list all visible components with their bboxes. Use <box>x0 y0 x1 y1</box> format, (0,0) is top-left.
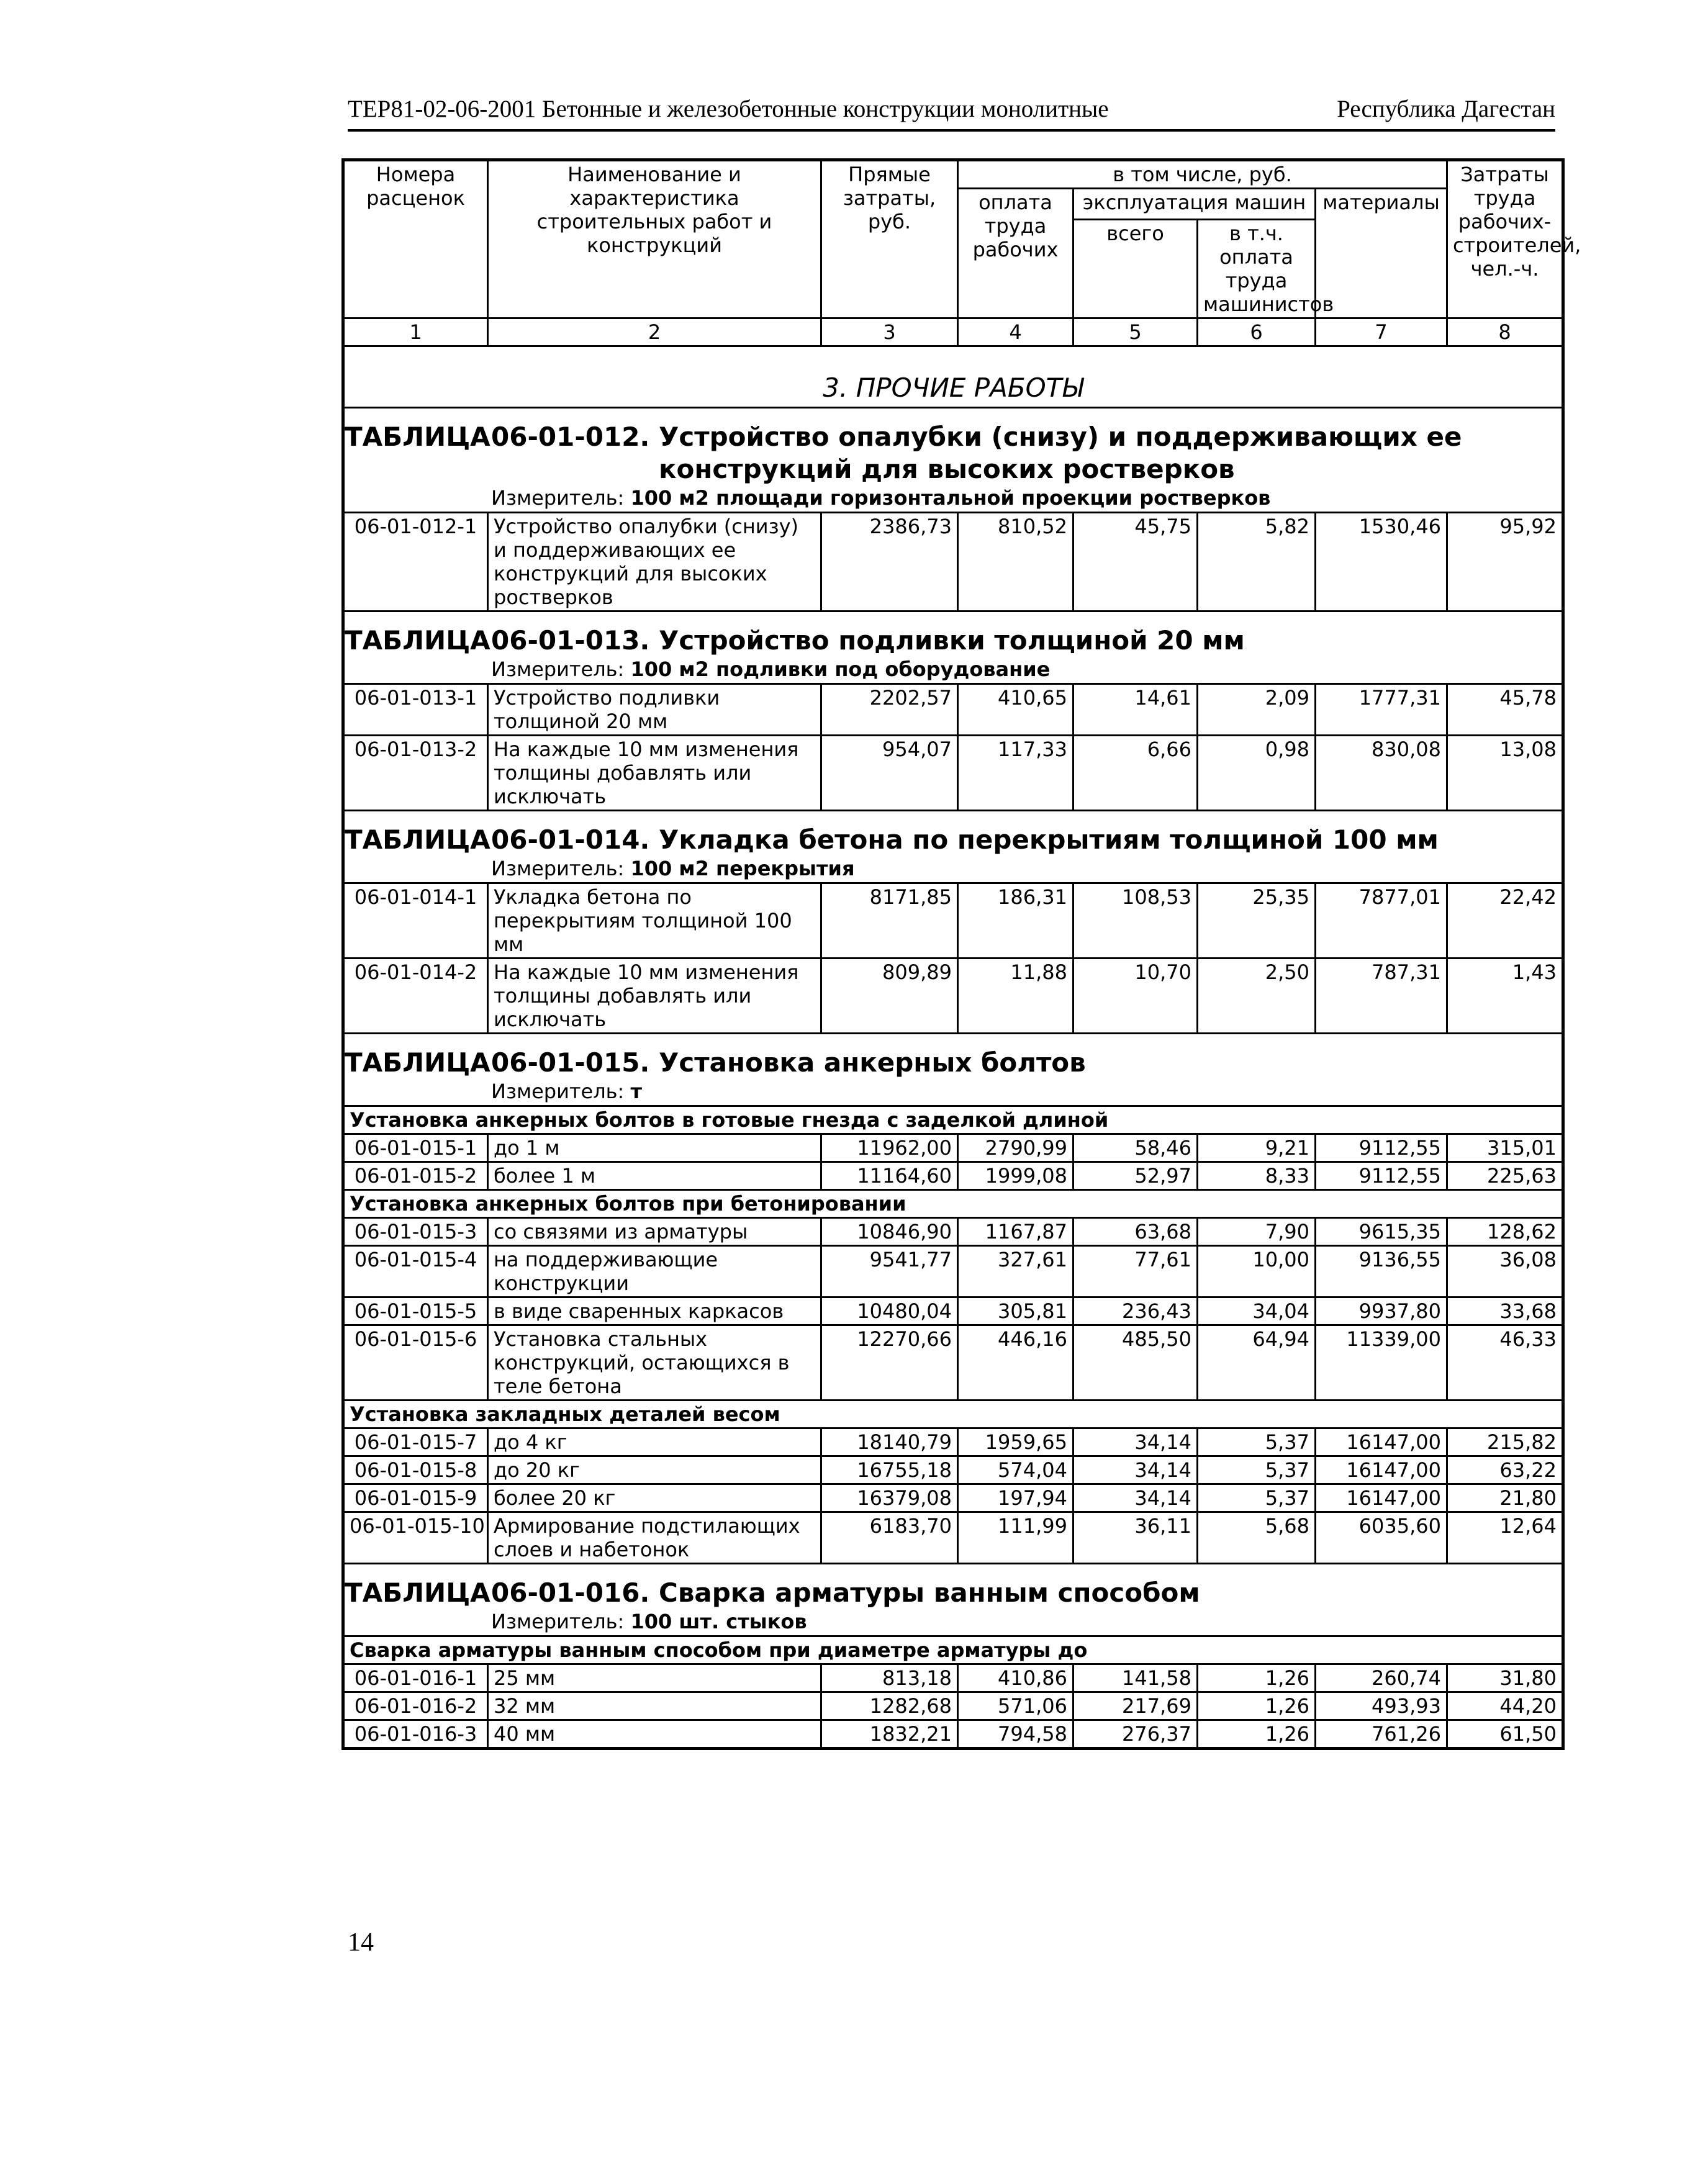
table-name: Устройство подливки толщиной 20 мм <box>659 625 1245 656</box>
labor-pay: 1999,08 <box>958 1162 1074 1190</box>
rates-table <box>341 158 1581 1750</box>
labor-hours: 33,68 <box>1447 1297 1563 1325</box>
table-name: Устройство опалубки (снизу) и поддерживающих ее конструкций для высоких ростверков <box>659 422 1462 484</box>
materials-cost: 787,31 <box>1316 959 1447 1034</box>
table-row <box>343 1162 1563 1190</box>
col-machpay-header: в т.ч. оплата труда машинистов <box>1198 220 1316 318</box>
rate-code: 06-01-015-3 <box>343 1218 488 1246</box>
labor-pay: 810,52 <box>958 513 1074 611</box>
direct-cost: 11962,00 <box>821 1134 958 1162</box>
header-region: Республика Дагестан <box>1337 96 1555 122</box>
materials-cost: 11339,00 <box>1316 1325 1447 1401</box>
rate-code: 06-01-015-10 <box>343 1512 488 1564</box>
table-code: 06-01-014. <box>491 824 650 855</box>
meter-label: Измеритель: <box>491 1080 625 1103</box>
meter-label: Измеритель: <box>491 1610 625 1633</box>
labor-hours: 95,92 <box>1447 513 1563 611</box>
meter-value: 100 м2 перекрытия <box>630 857 855 880</box>
section-title: 3. ПРОЧИЕ РАБОТЫ <box>823 372 1083 403</box>
machine-cost: 141,58 <box>1074 1664 1198 1692</box>
machine-cost: 485,50 <box>1074 1325 1198 1401</box>
machinist-pay: 34,04 <box>1198 1297 1316 1325</box>
materials-cost: 9937,80 <box>1316 1297 1447 1325</box>
table-row <box>343 1246 1563 1297</box>
section-row <box>343 346 1563 408</box>
labor-hours: 1,43 <box>1447 959 1563 1034</box>
work-name: более 1 м <box>488 1162 821 1190</box>
col-machines-header: эксплуатация машин <box>1074 189 1316 220</box>
col-number: 1 <box>343 318 488 346</box>
work-name: 25 мм <box>488 1664 821 1692</box>
page-number: 14 <box>348 1928 374 1957</box>
rate-code: 06-01-015-6 <box>343 1325 488 1401</box>
direct-cost: 9541,77 <box>821 1246 958 1297</box>
machine-cost: 34,14 <box>1074 1428 1198 1456</box>
labor-pay: 410,86 <box>958 1664 1074 1692</box>
machinist-pay: 9,21 <box>1198 1134 1316 1162</box>
rate-code: 06-01-014-1 <box>343 883 488 959</box>
labor-hours: 13,08 <box>1447 736 1563 811</box>
group-subtitle-row <box>343 1106 1563 1134</box>
materials-cost: 6035,60 <box>1316 1512 1447 1564</box>
labor-hours: 45,78 <box>1447 684 1563 736</box>
labor-pay: 11,88 <box>958 959 1074 1034</box>
group-subtitle: Установка закладных деталей весом <box>343 1401 1563 1428</box>
labor-hours: 31,80 <box>1447 1664 1563 1692</box>
labor-pay: 186,31 <box>958 883 1074 959</box>
rate-code: 06-01-015-5 <box>343 1297 488 1325</box>
direct-cost: 16755,18 <box>821 1456 958 1484</box>
direct-cost: 10480,04 <box>821 1297 958 1325</box>
rate-code: 06-01-012-1 <box>343 513 488 611</box>
work-name: Укладка бетона по перекрытиям толщиной 100 мм <box>488 883 821 959</box>
meter-label: Измеритель: <box>491 857 625 880</box>
meter-label: Измеритель: <box>491 486 625 510</box>
table-title <box>345 1564 1562 1609</box>
table-meter <box>345 1609 1562 1635</box>
materials-cost: 9615,35 <box>1316 1218 1447 1246</box>
materials-cost: 260,74 <box>1316 1664 1447 1692</box>
rate-code: 06-01-014-2 <box>343 959 488 1034</box>
table-title-row <box>343 811 1563 883</box>
materials-cost: 830,08 <box>1316 736 1447 811</box>
col-hours-header: Затраты труда рабочих-строителей, чел.-ч. <box>1447 160 1563 318</box>
col-number: 7 <box>1316 318 1447 346</box>
labor-pay: 571,06 <box>958 1692 1074 1720</box>
table-row <box>343 1692 1563 1720</box>
table-code: 06-01-016. <box>491 1577 650 1608</box>
table-meter <box>345 485 1562 512</box>
table-row <box>343 1720 1563 1749</box>
materials-cost: 1777,31 <box>1316 684 1447 736</box>
col-number: 5 <box>1074 318 1198 346</box>
table-title-row <box>343 1034 1563 1106</box>
table-row <box>343 883 1563 959</box>
page-header <box>348 90 1555 133</box>
table-title-row <box>343 408 1563 513</box>
table-keyword: ТАБЛИЦА <box>345 625 490 656</box>
rate-code: 06-01-015-7 <box>343 1428 488 1456</box>
table-row <box>343 959 1563 1034</box>
materials-cost: 9136,55 <box>1316 1246 1447 1297</box>
table-title-row <box>343 1564 1563 1636</box>
column-numbers-row <box>343 318 1563 346</box>
group-subtitle-row <box>343 1190 1563 1218</box>
labor-pay: 446,16 <box>958 1325 1074 1401</box>
work-name: до 20 кг <box>488 1456 821 1484</box>
table-name: Укладка бетона по перекрытиям толщиной 100 мм <box>659 824 1439 855</box>
direct-cost: 1282,68 <box>821 1692 958 1720</box>
machine-cost: 6,66 <box>1074 736 1198 811</box>
rate-code: 06-01-015-8 <box>343 1456 488 1484</box>
table-row <box>343 684 1563 736</box>
materials-cost: 16147,00 <box>1316 1484 1447 1512</box>
machinist-pay: 0,98 <box>1198 736 1316 811</box>
table-row <box>343 736 1563 811</box>
labor-pay: 574,04 <box>958 1456 1074 1484</box>
table-row <box>343 1325 1563 1401</box>
machine-cost: 236,43 <box>1074 1297 1198 1325</box>
col-number: 8 <box>1447 318 1563 346</box>
direct-cost: 2386,73 <box>821 513 958 611</box>
table-row <box>343 1218 1563 1246</box>
direct-cost: 954,07 <box>821 736 958 811</box>
labor-hours: 225,63 <box>1447 1162 1563 1190</box>
table-title <box>345 408 1562 485</box>
labor-pay: 327,61 <box>958 1246 1074 1297</box>
labor-hours: 46,33 <box>1447 1325 1563 1401</box>
group-subtitle: Сварка арматуры ванным способом при диаметре арматуры до <box>343 1636 1563 1664</box>
machine-cost: 10,70 <box>1074 959 1198 1034</box>
machinist-pay: 1,26 <box>1198 1692 1316 1720</box>
work-name: на поддерживающие конструкции <box>488 1246 821 1297</box>
table-title <box>345 1034 1562 1079</box>
labor-pay: 1167,87 <box>958 1218 1074 1246</box>
col-direct-header: Прямые затраты, руб. <box>821 160 958 318</box>
direct-cost: 11164,60 <box>821 1162 958 1190</box>
work-name: Устройство опалубки (снизу) и поддерживающих ее конструкций для высоких ростверков <box>488 513 821 611</box>
labor-hours: 22,42 <box>1447 883 1563 959</box>
direct-cost: 18140,79 <box>821 1428 958 1456</box>
machine-cost: 52,97 <box>1074 1162 1198 1190</box>
labor-hours: 315,01 <box>1447 1134 1563 1162</box>
machinist-pay: 25,35 <box>1198 883 1316 959</box>
labor-pay: 117,33 <box>958 736 1074 811</box>
machinist-pay: 1,26 <box>1198 1720 1316 1749</box>
direct-cost: 8171,85 <box>821 883 958 959</box>
table-row <box>343 1512 1563 1564</box>
col-materials-header: материалы <box>1316 189 1447 318</box>
materials-cost: 761,26 <box>1316 1720 1447 1749</box>
table-keyword: ТАБЛИЦА <box>345 1047 490 1078</box>
direct-cost: 2202,57 <box>821 684 958 736</box>
col-number: 3 <box>821 318 958 346</box>
materials-cost: 9112,55 <box>1316 1162 1447 1190</box>
labor-pay: 410,65 <box>958 684 1074 736</box>
machine-cost: 14,61 <box>1074 684 1198 736</box>
labor-pay: 197,94 <box>958 1484 1074 1512</box>
machine-cost: 36,11 <box>1074 1512 1198 1564</box>
group-subtitle-row <box>343 1401 1563 1428</box>
machine-cost: 34,14 <box>1074 1484 1198 1512</box>
work-name: более 20 кг <box>488 1484 821 1512</box>
col-number: 4 <box>958 318 1074 346</box>
labor-pay: 111,99 <box>958 1512 1074 1564</box>
machinist-pay: 64,94 <box>1198 1325 1316 1401</box>
materials-cost: 16147,00 <box>1316 1428 1447 1456</box>
machinist-pay: 2,50 <box>1198 959 1316 1034</box>
header-rule <box>348 129 1555 132</box>
table-title <box>345 612 1562 657</box>
machinist-pay: 1,26 <box>1198 1664 1316 1692</box>
meter-value: 100 м2 площади горизонтальной проекции ростверков <box>630 486 1271 510</box>
machine-cost: 217,69 <box>1074 1692 1198 1720</box>
machinist-pay: 5,37 <box>1198 1428 1316 1456</box>
table-keyword: ТАБЛИЦА <box>345 824 490 855</box>
machine-cost: 58,46 <box>1074 1134 1198 1162</box>
work-name: 32 мм <box>488 1692 821 1720</box>
machine-cost: 77,61 <box>1074 1246 1198 1297</box>
table-meter <box>345 657 1562 683</box>
work-name: На каждые 10 мм изменения толщины добавлять или исключать <box>488 959 821 1034</box>
table-keyword: ТАБЛИЦА <box>345 422 490 452</box>
labor-hours: 12,64 <box>1447 1512 1563 1564</box>
materials-cost: 1530,46 <box>1316 513 1447 611</box>
work-name: до 4 кг <box>488 1428 821 1456</box>
work-name: Армирование подстилающих слоев и набетонок <box>488 1512 821 1564</box>
materials-cost: 7877,01 <box>1316 883 1447 959</box>
direct-cost: 16379,08 <box>821 1484 958 1512</box>
rate-code: 06-01-016-1 <box>343 1664 488 1692</box>
machine-cost: 45,75 <box>1074 513 1198 611</box>
rate-code: 06-01-013-1 <box>343 684 488 736</box>
labor-hours: 21,80 <box>1447 1484 1563 1512</box>
labor-pay: 305,81 <box>958 1297 1074 1325</box>
machinist-pay: 5,68 <box>1198 1512 1316 1564</box>
work-name: до 1 м <box>488 1134 821 1162</box>
work-name: Устройство подливки толщиной 20 мм <box>488 684 821 736</box>
header-title: ТЕР81-02-06-2001 Бетонные и железобетонные конструкции монолитные <box>348 96 1109 122</box>
meter-value: 100 м2 подливки под оборудование <box>630 657 1051 681</box>
labor-hours: 44,20 <box>1447 1692 1563 1720</box>
work-name: На каждые 10 мм изменения толщины добавлять или исключать <box>488 736 821 811</box>
machine-cost: 34,14 <box>1074 1456 1198 1484</box>
work-name: Установка стальных конструкций, остающихся в теле бетона <box>488 1325 821 1401</box>
labor-pay: 2790,99 <box>958 1134 1074 1162</box>
table-title-row <box>343 611 1563 684</box>
machinist-pay: 5,37 <box>1198 1456 1316 1484</box>
group-subtitle: Установка анкерных болтов при бетонировании <box>343 1190 1563 1218</box>
rate-code: 06-01-015-1 <box>343 1134 488 1162</box>
table-row <box>343 1134 1563 1162</box>
machinist-pay: 8,33 <box>1198 1162 1316 1190</box>
group-subtitle-row <box>343 1636 1563 1664</box>
machinist-pay: 5,82 <box>1198 513 1316 611</box>
rate-code: 06-01-015-9 <box>343 1484 488 1512</box>
table-row <box>343 1664 1563 1692</box>
direct-cost: 1832,21 <box>821 1720 958 1749</box>
meter-value: т <box>630 1080 643 1103</box>
labor-hours: 36,08 <box>1447 1246 1563 1297</box>
group-subtitle: Установка анкерных болтов в готовые гнезда с заделкой длиной <box>343 1106 1563 1134</box>
direct-cost: 809,89 <box>821 959 958 1034</box>
table-code: 06-01-013. <box>491 625 650 656</box>
col-number: 2 <box>488 318 821 346</box>
col-number: 6 <box>1198 318 1316 346</box>
col-name-header: Наименование и характеристика строительных работ и конструкций <box>488 160 821 318</box>
materials-cost: 493,93 <box>1316 1692 1447 1720</box>
machinist-pay: 10,00 <box>1198 1246 1316 1297</box>
machine-cost: 108,53 <box>1074 883 1198 959</box>
rate-code: 06-01-015-2 <box>343 1162 488 1190</box>
labor-hours: 215,82 <box>1447 1428 1563 1456</box>
rate-code: 06-01-016-3 <box>343 1720 488 1749</box>
table-meter <box>345 1079 1562 1105</box>
work-name: в виде сваренных каркасов <box>488 1297 821 1325</box>
meter-label: Измеритель: <box>491 657 625 681</box>
labor-pay: 794,58 <box>958 1720 1074 1749</box>
table-title <box>345 811 1562 856</box>
direct-cost: 12270,66 <box>821 1325 958 1401</box>
table-meter <box>345 856 1562 882</box>
col-incl-header: в том числе, руб. <box>958 160 1447 189</box>
machinist-pay: 7,90 <box>1198 1218 1316 1246</box>
direct-cost: 813,18 <box>821 1664 958 1692</box>
col-code-header: Номера расценок <box>343 160 488 318</box>
table-code: 06-01-012. <box>491 422 650 452</box>
col-mach-total-header: всего <box>1074 220 1198 318</box>
table-row <box>343 1484 1563 1512</box>
labor-pay: 1959,65 <box>958 1428 1074 1456</box>
table-row <box>343 513 1563 611</box>
machinist-pay: 5,37 <box>1198 1484 1316 1512</box>
table-row <box>343 1456 1563 1484</box>
table-keyword: ТАБЛИЦА <box>345 1577 490 1608</box>
labor-hours: 61,50 <box>1447 1720 1563 1749</box>
rate-code: 06-01-016-2 <box>343 1692 488 1720</box>
table-name: Установка анкерных болтов <box>659 1047 1086 1078</box>
direct-cost: 6183,70 <box>821 1512 958 1564</box>
table-row <box>343 1428 1563 1456</box>
table-name: Сварка арматуры ванным способом <box>659 1577 1200 1608</box>
materials-cost: 16147,00 <box>1316 1456 1447 1484</box>
table-code: 06-01-015. <box>491 1047 650 1078</box>
materials-cost: 9112,55 <box>1316 1134 1447 1162</box>
machine-cost: 276,37 <box>1074 1720 1198 1749</box>
col-pay-header: оплата труда рабочих <box>958 189 1074 318</box>
labor-hours: 128,62 <box>1447 1218 1563 1246</box>
rate-code: 06-01-015-4 <box>343 1246 488 1297</box>
work-name: 40 мм <box>488 1720 821 1749</box>
meter-value: 100 шт. стыков <box>630 1610 807 1633</box>
machine-cost: 63,68 <box>1074 1218 1198 1246</box>
machinist-pay: 2,09 <box>1198 684 1316 736</box>
work-name: со связями из арматуры <box>488 1218 821 1246</box>
labor-hours: 63,22 <box>1447 1456 1563 1484</box>
rate-code: 06-01-013-2 <box>343 736 488 811</box>
direct-cost: 10846,90 <box>821 1218 958 1246</box>
table-row <box>343 1297 1563 1325</box>
